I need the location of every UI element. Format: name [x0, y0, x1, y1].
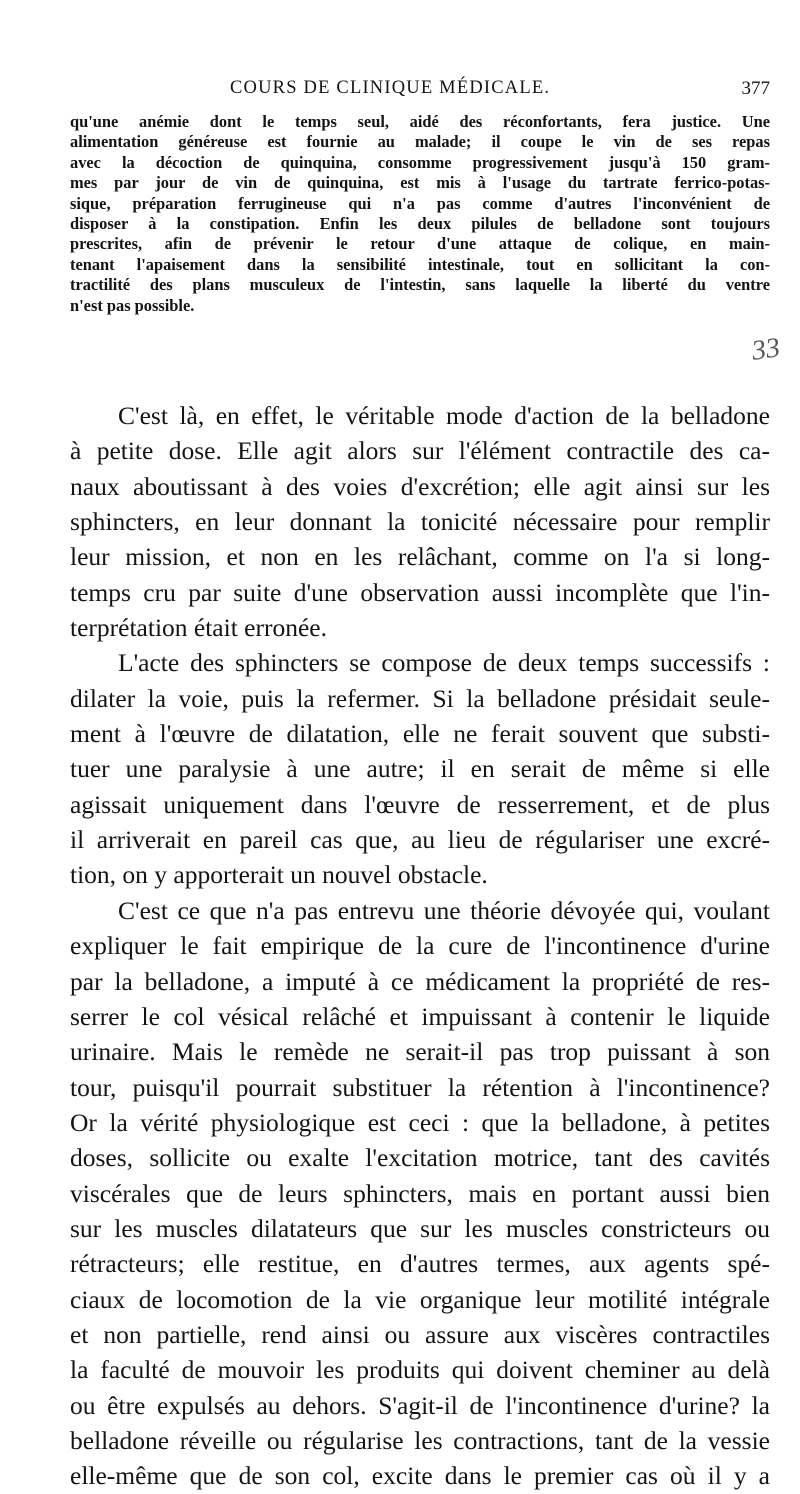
paragraph-2-line: dilater la voie, puis la refermer. Si la belladone présidait seule- [70, 683, 770, 713]
running-head [70, 78, 770, 104]
paragraph-2-line: tion, on y apporterait un nouvel obstacle. [70, 860, 488, 890]
paragraph-2-line: il arriverait en pareil cas que, au lieu de régulariser une excré- [70, 825, 770, 855]
paragraph-3-line: tour, puisqu'il pourrait substituer la rétention à l'incontinence? [70, 1072, 770, 1102]
paragraph-3-line: ciaux de locomotion de la vie organique leur motilité intégrale [70, 1284, 770, 1314]
paragraph-2-line: tuer une paralysie à une autre; il en serait de même si elle [70, 754, 770, 784]
paragraph-3-line: la faculté de mouvoir les produits qui doivent cheminer au delà [70, 1355, 770, 1385]
paragraph-3-line: belladone réveille ou régularise les contractions, tant de la vessie [70, 1425, 770, 1455]
paragraph-3-line: Or la vérité physiologique est ceci : que la belladone, à petites [70, 1107, 770, 1137]
paragraph-1-line: leur mission, et non en les relâchant, comme on l'a si long- [70, 542, 770, 572]
text-line: prescrites, afin de prévenir le retour d'une attaque de colique, en main- [70, 234, 770, 254]
intro-paragraph [70, 112, 770, 316]
paragraph-3-line: rétracteurs; elle restitue, en d'autres termes, aux agents spé- [70, 1249, 770, 1279]
text-line: avec la décoction de quinquina, consomme progressivement jusqu'à 150 gram- [70, 152, 770, 172]
paragraph-3-line: doses, sollicite ou exalte l'excitation motrice, tant des cavités [70, 1143, 770, 1173]
handwritten-margin-note: 33 [749, 332, 782, 367]
paragraph-3-line: C'est ce que n'a pas entrevu une théorie dévoyée qui, voulant [118, 895, 770, 925]
text-line: tractilité des plans musculeux de l'intestin, sans laquelle la liberté du ventre [70, 275, 770, 295]
running-title: COURS DE CLINIQUE MÉDICALE. [230, 78, 551, 98]
text-line: sique, préparation ferrugineuse qui n'a pas comme d'autres l'inconvénient de [70, 193, 770, 213]
paragraph-3-line: sur les muscles dilatateurs que sur les muscles constricteurs ou [70, 1213, 770, 1243]
paragraph-3-line: expliquer le fait empirique de la cure de l'incontinence d'urine [70, 931, 770, 961]
paragraph-1-line: temps cru par suite d'une observation aussi incomplète que l'in- [70, 577, 770, 607]
text-line: disposer à la constipation. Enfin les deux pilules de belladone sont toujours [70, 213, 770, 233]
text-line: qu'une anémie dont le temps seul, aidé des réconfortants, fera justice. Une [70, 112, 770, 131]
paragraph-2-line: ment à l'œuvre de dilatation, elle ne ferait souvent que substi- [70, 719, 770, 749]
paragraph-1-line: naux aboutissant à des voies d'excrétion; elle agit ainsi sur les [70, 471, 770, 501]
paragraph-1-line: terprétation était erronée. [70, 613, 327, 643]
paragraph-3-line: par la belladone, a imputé à ce médicament la propriété de res- [70, 966, 770, 996]
paragraph-3-line: ou être expulsés au dehors. S'agit-il de l'incontinence d'urine? la [70, 1390, 770, 1420]
paragraph-1-line: C'est là, en effet, le véritable mode d'action de la belladone [118, 401, 770, 430]
paragraph-1-line: sphincters, en leur donnant la tonicité nécessaire pour remplir [70, 507, 770, 537]
paragraph-3-line: elle-même que de son col, excite dans le premier cas où il y a [70, 1461, 770, 1491]
paragraph-2-line: agissait uniquement dans l'œuvre de resserrement, et de plus [70, 789, 770, 819]
paragraph-3-line: et non partielle, rend ainsi ou assure aux viscères contractiles [70, 1319, 770, 1349]
page-number: 377 [741, 78, 770, 99]
paragraph-3-line: serrer le col vésical relâché et impuissant à contenir le liquide [70, 1001, 770, 1031]
paragraph-3-line: urinaire. Mais le remède ne serait-il pas trop puissant à son [70, 1037, 770, 1067]
text-line: mes par jour de vin de quinquina, est mis à l'usage du tartrate ferrico-potas- [70, 173, 770, 193]
paragraph-3-line: viscérales que de leurs sphincters, mais en portant aussi bien [70, 1178, 770, 1208]
body-text [70, 398, 770, 1494]
paragraph-1-line: à petite dose. Elle agit alors sur l'élément contractile des ca- [70, 436, 770, 466]
text-line: alimentation généreuse est fournie au malade; il coupe le vin de ses repas [70, 132, 770, 152]
paragraph-2-line: L'acte des sphincters se compose de deux temps successifs : [118, 648, 770, 678]
text-line: tenant l'apaisement dans la sensibilité intestinale, tout en sollicitant la con- [70, 254, 770, 274]
text-line: n'est pas possible. [70, 295, 195, 315]
